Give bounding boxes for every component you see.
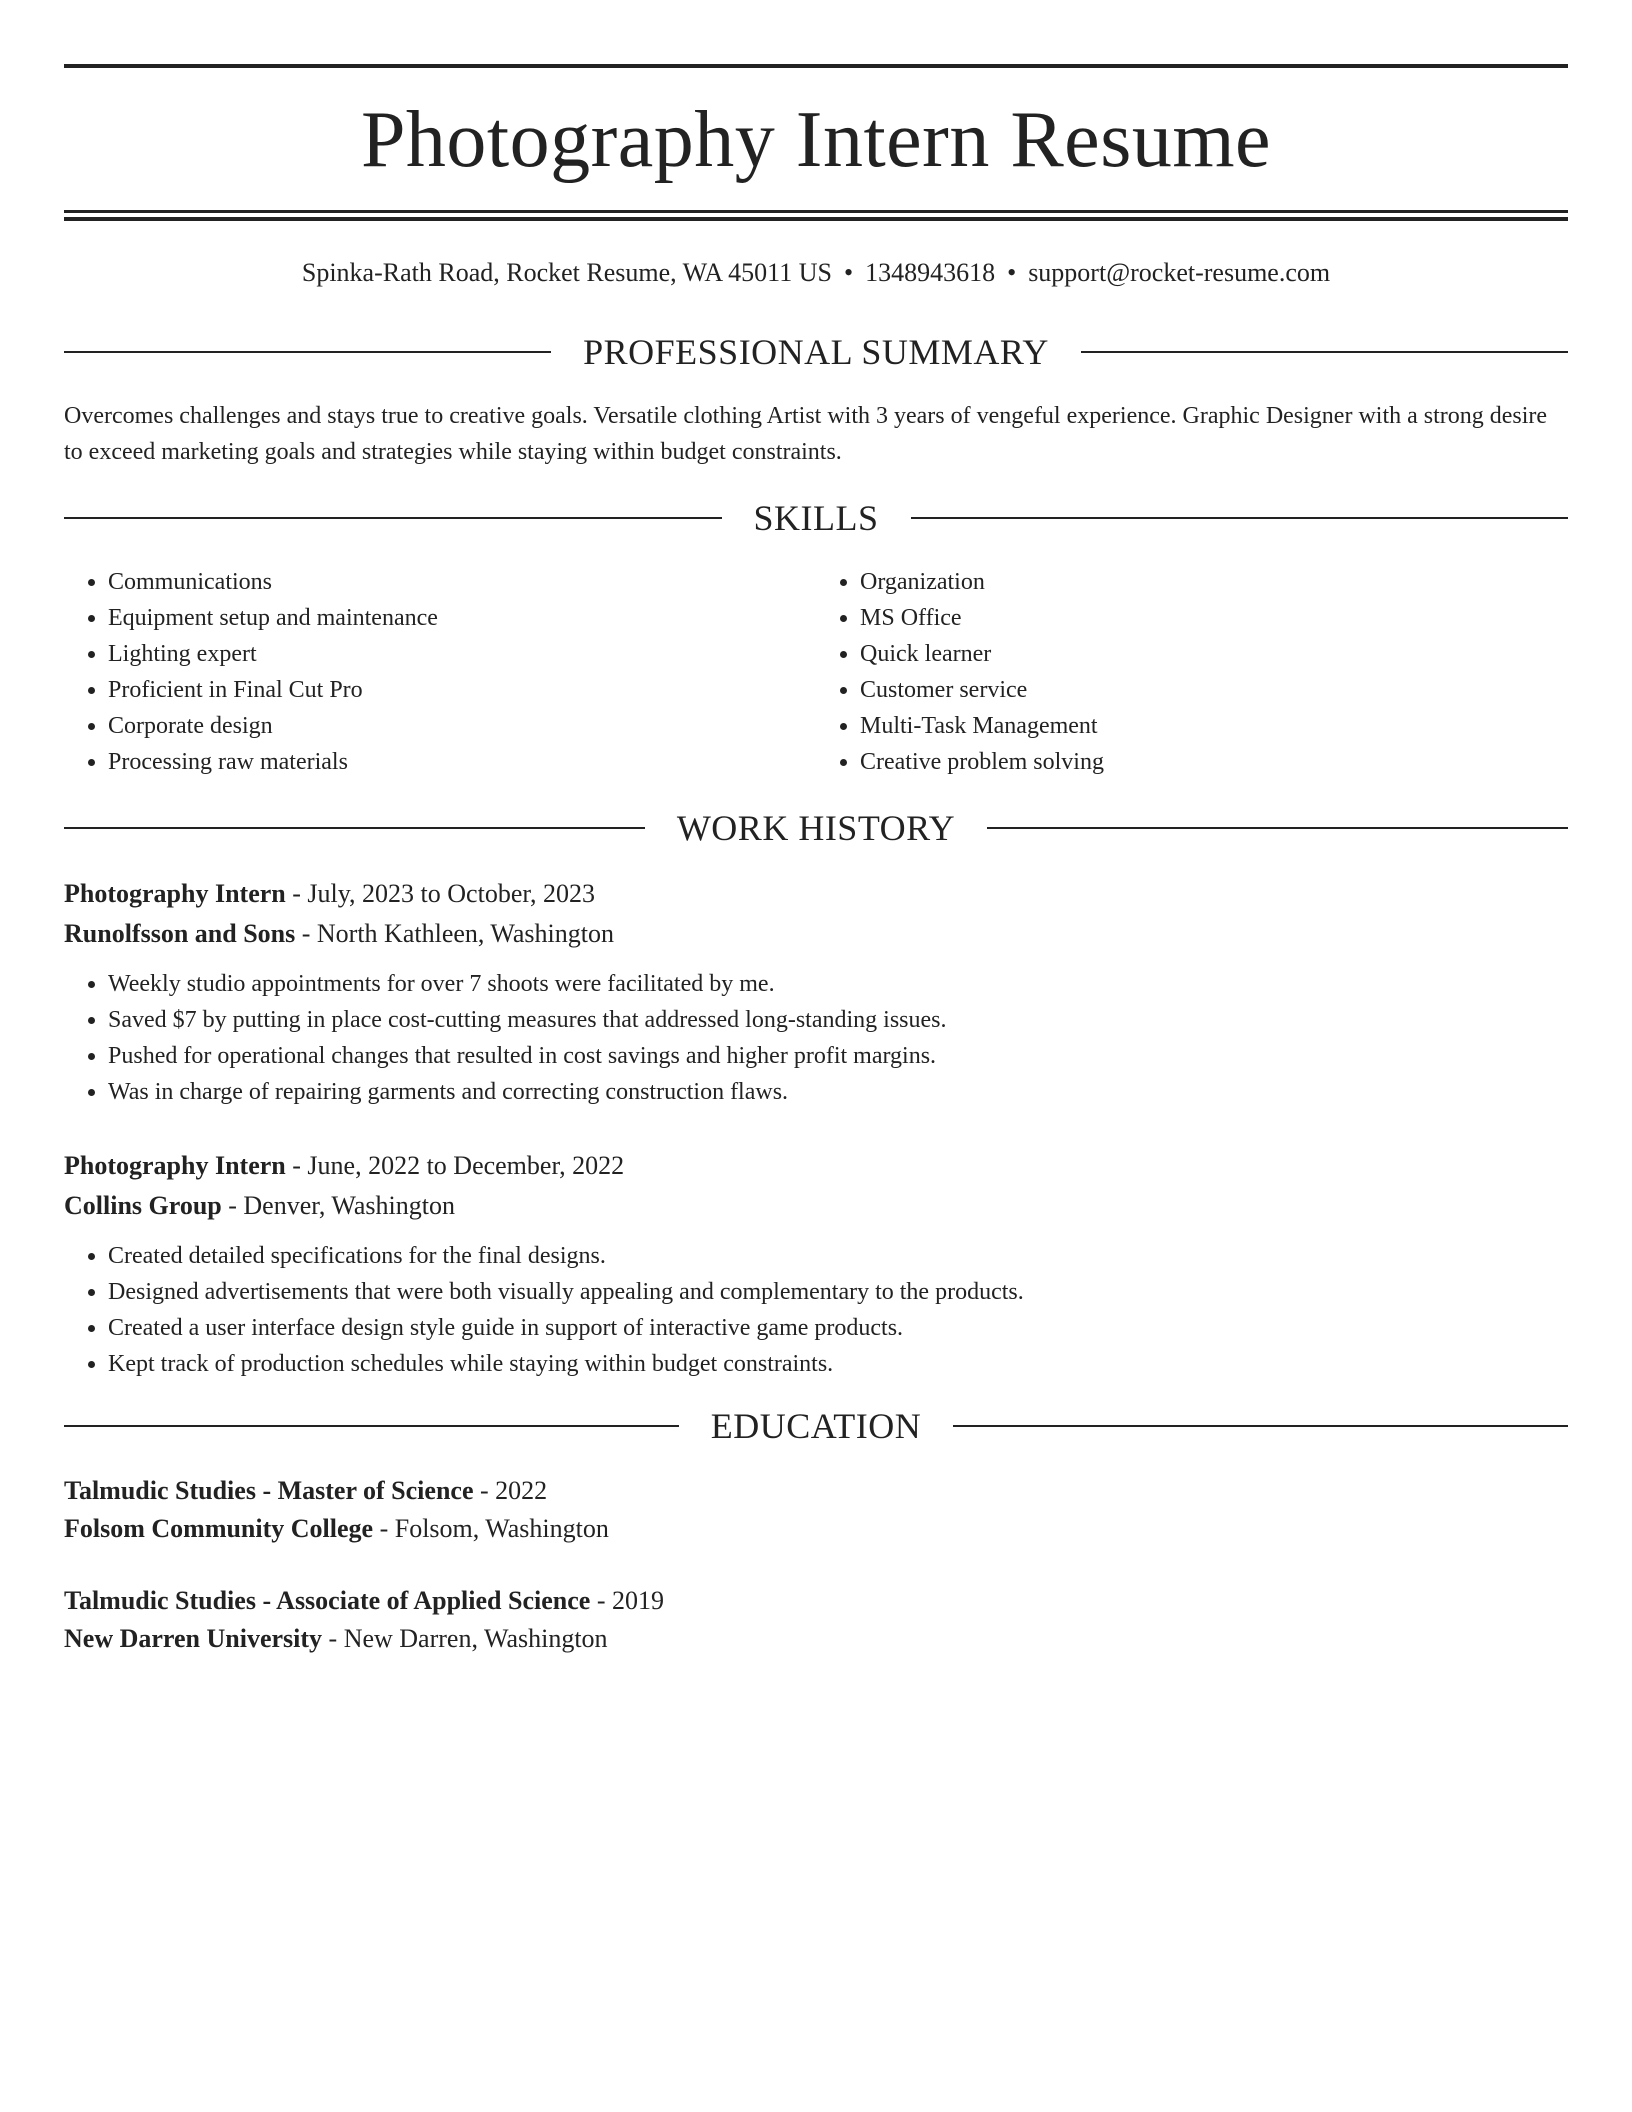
job-bullets bbox=[64, 1238, 1568, 1382]
contact-separator: • bbox=[1007, 258, 1017, 287]
title-double-rule bbox=[64, 210, 1568, 221]
edu-year: - 2019 bbox=[590, 1586, 664, 1616]
skill-item: • Creative problem solving bbox=[860, 744, 1568, 780]
job-bullets bbox=[64, 966, 1568, 1110]
edu-degree: Talmudic Studies - Associate of Applied Science bbox=[64, 1586, 591, 1616]
skills-column-right bbox=[816, 564, 1568, 780]
resume-title: Photography Intern Resume bbox=[360, 96, 1272, 184]
job-title-line bbox=[64, 1146, 1568, 1186]
job-company-line bbox=[64, 914, 1568, 954]
job-company-line bbox=[64, 1186, 1568, 1226]
contact-address: Spinka-Rath Road, Rocket Resume, WA 45011 US bbox=[301, 258, 832, 287]
education-heading-text: EDUCATION bbox=[710, 1406, 922, 1447]
summary-section-heading bbox=[64, 332, 1568, 373]
edu-school-line bbox=[64, 1510, 1568, 1548]
summary-heading-text: PROFESSIONAL SUMMARY bbox=[583, 332, 1049, 373]
work-entry bbox=[64, 1146, 1568, 1382]
contact-separator: • bbox=[843, 258, 854, 287]
skill-item: • Multi-Task Management bbox=[860, 708, 1568, 744]
heading-rule-right bbox=[911, 517, 1569, 519]
edu-location: - Folsom, Washington bbox=[373, 1514, 609, 1544]
skills-column-left bbox=[64, 564, 816, 780]
job-bullet: • Weekly studio appointments for over 7 shoots were facilitated by me. bbox=[108, 966, 1568, 1002]
top-rule bbox=[64, 64, 1568, 68]
job-location: - North Kathleen, Washington bbox=[295, 919, 614, 949]
edu-school: Folsom Community College bbox=[64, 1514, 374, 1544]
summary-text: Overcomes challenges and stays true to creative goals. Versatile clothing Artist with 3 years of vengeful experience. Graphic Designer with a strong desire to exceed marketing goals and strategies while staying within budget constraints. bbox=[64, 403, 1548, 466]
resume-page bbox=[64, 64, 1568, 1692]
skill-item: • MS Office bbox=[860, 600, 1568, 636]
job-company: Runolfsson and Sons bbox=[64, 919, 296, 949]
heading-rule-right bbox=[1081, 351, 1568, 353]
heading-rule-right bbox=[953, 1425, 1568, 1427]
skill-item: • Customer service bbox=[860, 672, 1568, 708]
skill-item: • Equipment setup and maintenance bbox=[108, 600, 816, 636]
job-bullet: • Created a user interface design style guide in support of interactive game products. bbox=[108, 1310, 1568, 1346]
job-title-line bbox=[64, 874, 1568, 914]
education-entry bbox=[64, 1582, 1568, 1658]
heading-rule-left bbox=[64, 1425, 679, 1427]
job-title: Photography Intern bbox=[64, 879, 286, 909]
skill-item: • Organization bbox=[860, 564, 1568, 600]
job-title: Photography Intern bbox=[64, 1151, 286, 1181]
heading-rule-left bbox=[64, 351, 551, 353]
job-bullet: • Created detailed specifications for the final designs. bbox=[108, 1238, 1568, 1274]
skills-list bbox=[64, 564, 1568, 780]
edu-degree: Talmudic Studies - Master of Science bbox=[64, 1476, 474, 1506]
heading-rule-left bbox=[64, 827, 645, 829]
job-bullet: • Was in charge of repairing garments and correcting construction flaws. bbox=[108, 1074, 1568, 1110]
edu-degree-line bbox=[64, 1472, 1568, 1510]
skill-item: • Communications bbox=[108, 564, 816, 600]
skills-section-heading bbox=[64, 498, 1568, 539]
work-section-heading bbox=[64, 808, 1568, 849]
edu-degree-line bbox=[64, 1582, 1568, 1620]
contact-email: support@rocket-resume.com bbox=[1028, 258, 1331, 287]
edu-year: - 2022 bbox=[473, 1476, 548, 1506]
contact-phone: 1348943618 bbox=[865, 258, 996, 287]
work-entry bbox=[64, 874, 1568, 1110]
heading-rule-right bbox=[987, 827, 1568, 829]
edu-school: New Darren University bbox=[64, 1624, 323, 1654]
job-company: Collins Group bbox=[64, 1191, 222, 1221]
skill-item: • Proficient in Final Cut Pro bbox=[108, 672, 816, 708]
skills-heading-text: SKILLS bbox=[753, 498, 879, 539]
skill-item: • Lighting expert bbox=[108, 636, 816, 672]
skill-item: • Quick learner bbox=[860, 636, 1568, 672]
education-section-heading bbox=[64, 1406, 1568, 1447]
job-bullet: • Designed advertisements that were both visually appealing and complementary to the products. bbox=[108, 1274, 1568, 1310]
job-bullet: • Pushed for operational changes that resulted in cost savings and higher profit margins. bbox=[108, 1038, 1568, 1074]
education-entry bbox=[64, 1472, 1568, 1548]
job-dates: - July, 2023 to October, 2023 bbox=[285, 879, 595, 909]
job-location: - Denver, Washington bbox=[221, 1191, 455, 1221]
skill-item: • Processing raw materials bbox=[108, 744, 816, 780]
skill-item: • Corporate design bbox=[108, 708, 816, 744]
job-dates: - June, 2022 to December, 2022 bbox=[285, 1151, 625, 1181]
job-bullet: • Saved $7 by putting in place cost-cutting measures that addressed long-standing issues. bbox=[108, 1002, 1568, 1038]
job-bullet: • Kept track of production schedules while staying within budget constraints. bbox=[108, 1346, 1568, 1382]
work-heading-text: WORK HISTORY bbox=[676, 808, 956, 849]
contact-line bbox=[64, 257, 1568, 288]
edu-school-line bbox=[64, 1620, 1568, 1658]
heading-rule-left bbox=[64, 517, 722, 519]
edu-location: - New Darren, Washington bbox=[322, 1624, 608, 1654]
